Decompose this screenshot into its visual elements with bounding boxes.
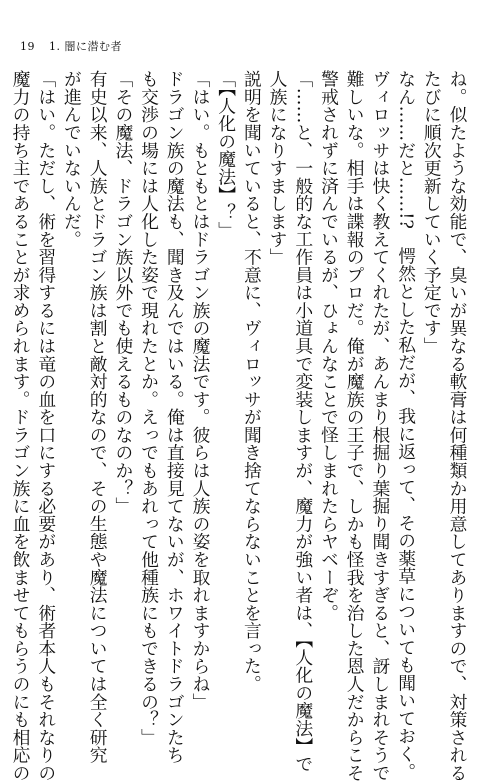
text-line: なん……だと……!? 愕然とした私だが、我に返って、その薬草についても聞いておく。 bbox=[395, 70, 417, 781]
text-line: ドラゴン族の魔法も、聞き及んではいる。俺は直接見てないが、ホワイトドラゴンたち bbox=[164, 70, 186, 764]
page-number: 19 bbox=[20, 40, 35, 53]
text-line: 「その魔法、ドラゴン族以外でも使えるものなのか？」 bbox=[112, 70, 134, 515]
text-line: 有史以来、人族とドラゴン族は割と敵対的なので、その生態や魔法については全く研究 bbox=[87, 70, 109, 764]
text-line: 「はい。もともとはドラゴン族の魔法です。彼らは人族の姿を取れますからね」 bbox=[189, 70, 211, 711]
page-header bbox=[20, 38, 122, 54]
text-line: 「……と、一般的な工作員は小道具で変装しますが、魔力が強い者は、【人化の魔法】で bbox=[292, 70, 314, 773]
text-line: 警戒されずに済んでいるが、ひょんなことで怪しまれたらヤベーぞ。 bbox=[318, 70, 340, 622]
vertical-text-body bbox=[10, 70, 470, 782]
text-line: たびに順次更新していく予定です」 bbox=[421, 70, 443, 355]
text-line: 「はい。ただし、術を習得するには竜の血を口にする必要があり、術者本人もそれなりの bbox=[35, 70, 57, 782]
text-line: 難しいな。相手は諜報のプロだ。俺が魔族の王子で、しかも怪我を治した恩人だからこそ bbox=[344, 70, 366, 782]
text-line: 魔力の持ち主であることが求められます。ドラゴン族に血を飲ませてもらうのにも相応の bbox=[10, 70, 32, 782]
text-line: ヴィロッサは快く教えてくれたが、あんまり根掘り葉掘り聞きすぎると、訝しまれそうで bbox=[369, 70, 391, 782]
text-line: ね。似たような効能で、臭いが異なる軟膏は何種類か用意してありますので、対策される bbox=[447, 70, 468, 782]
text-line: も交渉の場には人化した姿で現れたとか。えっでもあれって他種族にもできるの？」 bbox=[138, 70, 160, 747]
text-line: が進んでいないんだ。 bbox=[61, 70, 83, 248]
text-line: 「【人化の魔法】？」 bbox=[215, 70, 237, 240]
chapter-title: 1. 闇に潜む者 bbox=[49, 40, 122, 53]
text-line: 人族になりすまします」 bbox=[267, 70, 289, 266]
text-line: 説明を聞いていると、不意に、ヴィロッサが聞き捨てならないことを言った。 bbox=[241, 70, 263, 693]
